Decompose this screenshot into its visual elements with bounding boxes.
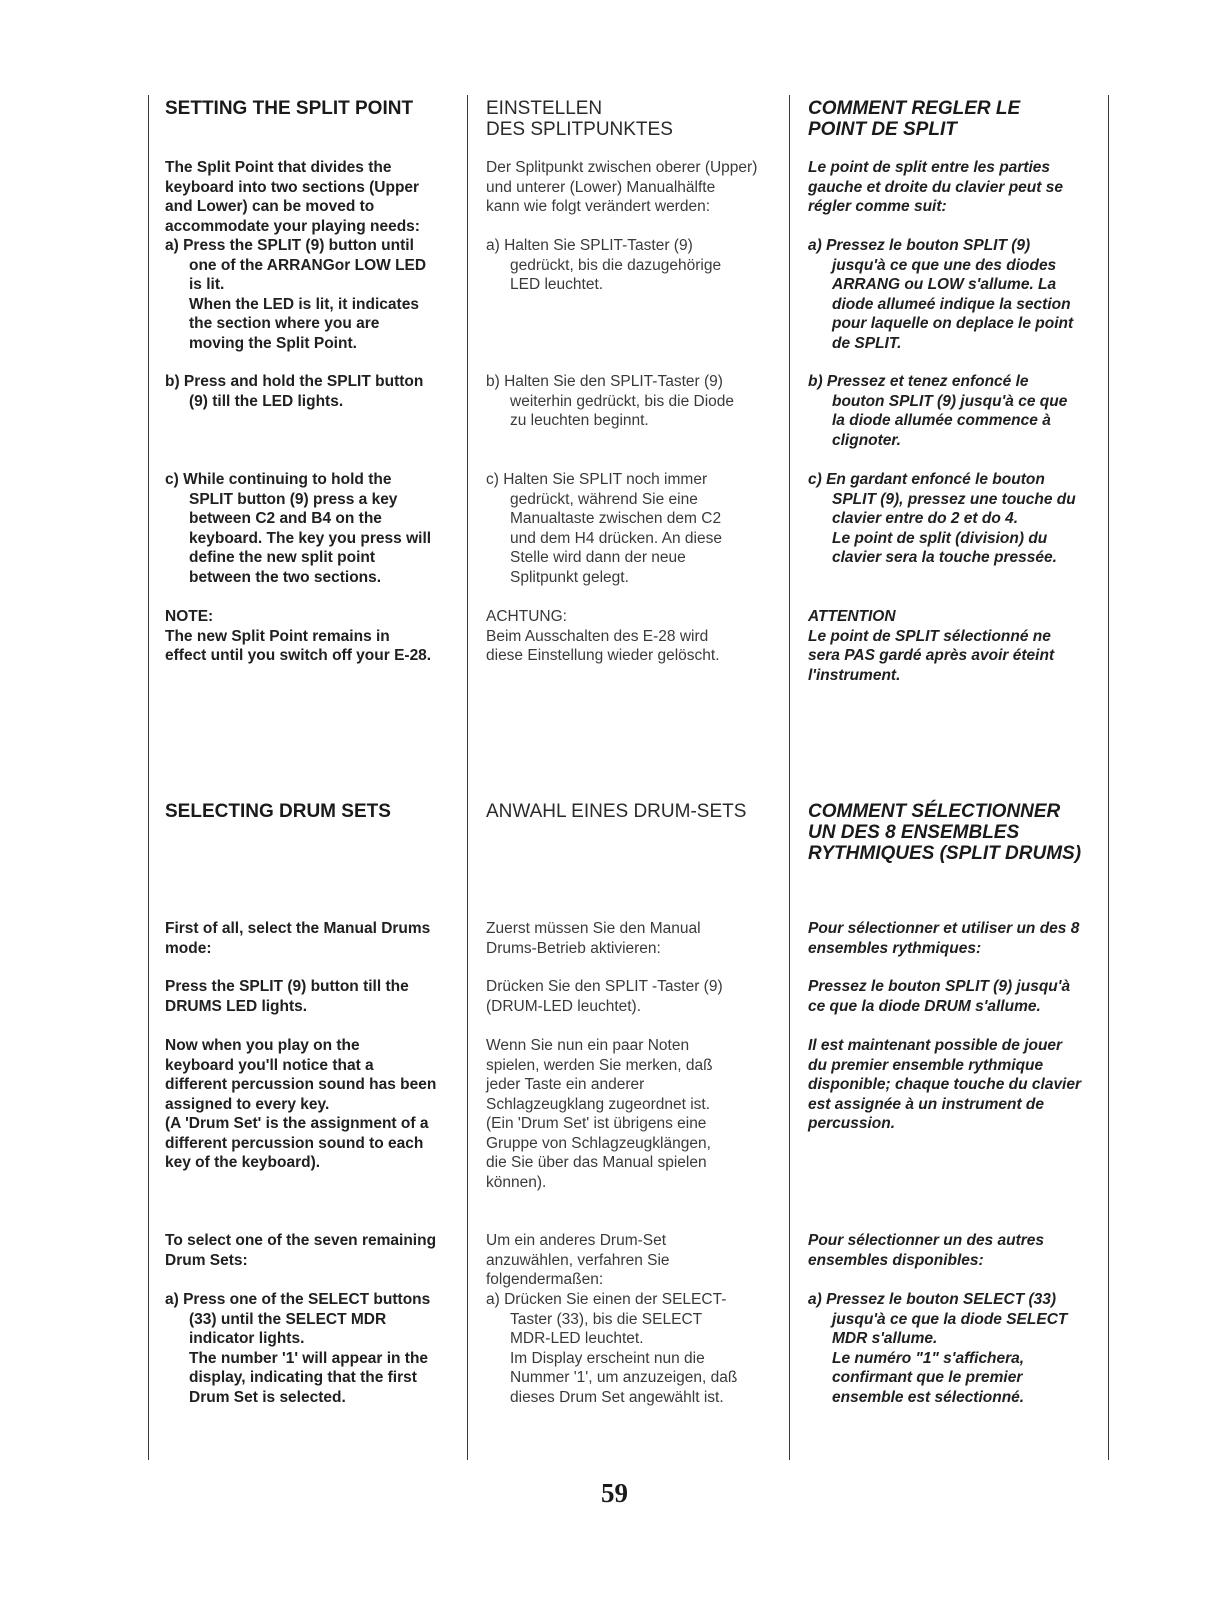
en-drum-heading: SELECTING DRUM SETS: [165, 801, 391, 822]
fr-split-step-b: b) Pressez et tenez enfoncé le bouton SPLIT (9) jusqu'à ce que la diode allumée commence à clignoter.: [808, 373, 1068, 449]
de-split-step-c: c) Halten Sie SPLIT noch immer gedrückt, während Sie eine Manualtaste zwischen dem C2 und dem H4 drücken. An diese Stelle wird dann der neue Splitpunkt gelegt.: [486, 471, 722, 586]
de-drum-p3: Wenn Sie nun ein paar Noten spielen, werden Sie merken, daß jeder Taste ein anderer Schlagzeugklang zugeordnet ist. (Ein 'Drum Set' ist übrigens eine Gruppe von Schlagzeugklängen, die Sie über das Manual spielen können).: [486, 1037, 713, 1191]
column-rule-mid-right: [789, 95, 790, 1460]
de-split-step-a: a) Halten Sie SPLIT-Taster (9) gedrückt, bis die dazugehörige LED leuchtet.: [486, 237, 722, 293]
en-drum-p3: Now when you play on the keyboard you'll notice that a different percussion sound has been assigned to every key. (A 'Drum Set' is the assignment of a different percussion sound to each key of the keyboard).: [165, 1037, 437, 1171]
de-drum-p2: Drücken Sie den SPLIT -Taster (9) (DRUM-LED leuchtet).: [486, 978, 723, 1015]
de-split-heading: EINSTELLEN DES SPLITPUNKTES: [486, 98, 673, 140]
de-note: ACHTUNG: Beim Ausschalten des E-28 wird diese Einstellung wieder gelöscht.: [486, 608, 720, 664]
column-rule-mid-left: [467, 95, 468, 1460]
de-drum-step-a: a) Drücken Sie einen der SELECT- Taster (33), bis die SELECT MDR-LED leuchtet. Im Display erscheint nun die Nummer '1', um anzuzeigen, daß dieses Drum Set angewählt ist.: [486, 1291, 738, 1406]
en-drum-p2: Press the SPLIT (9) button till the DRUMS LED lights.: [165, 978, 409, 1015]
en-split-step-a: a) Press the SPLIT (9) button until one of the ARRANGor LOW LED is lit. When the LED is lit, it indicates the section where you are moving the Split Point.: [165, 237, 427, 352]
fr-drum-heading: COMMENT SÉLECTIONNER UN DES 8 ENSEMBLES RYTHMIQUES (SPLIT DRUMS): [808, 801, 1082, 864]
fr-drum-step-a: a) Pressez le bouton SELECT (33) jusqu'à ce que la diode SELECT MDR s'allume. Le numéro "1" s'affichera, confirmant que le premier ensemble est sélectionné.: [808, 1291, 1068, 1406]
page-number: 59: [601, 1478, 628, 1508]
en-split-step-c: c) While continuing to hold the SPLIT button (9) press a key between C2 and B4 on the keyboard. The key you press will define the new split point between the two sections.: [165, 471, 432, 586]
en-drum-p1: First of all, select the Manual Drums mode:: [165, 920, 431, 957]
fr-split-step-c: c) En gardant enfoncé le bouton SPLIT (9), pressez une touche du clavier entre do 2 et do 4. Le point de split (division) du clavier sera la touche pressée.: [808, 471, 1076, 566]
column-rule-left: [148, 95, 149, 1460]
de-drum-p4: Um ein anderes Drum-Set anzuwählen, verfahren Sie folgendermaßen:: [486, 1232, 670, 1288]
en-note: NOTE: The new Split Point remains in effect until you switch off your E-28.: [165, 608, 432, 664]
en-split-heading: SETTING THE SPLIT POINT: [165, 98, 414, 119]
de-drum-heading: ANWAHL EINES DRUM-SETS: [486, 801, 747, 822]
fr-drum-p1: Pour sélectionner et utiliser un des 8 ensembles rythmiques:: [808, 920, 1080, 957]
fr-split-step-a: a) Pressez le bouton SPLIT (9) jusqu'à ce que une des diodes ARRANG ou LOW s'allume. La diode allumeé indique la section pour laquelle on deplace le point de SPLIT.: [808, 237, 1074, 352]
de-split-intro: Der Splitpunkt zwischen oberer (Upper) und unterer (Lower) Manualhälfte kann wie folgt verändert werden:: [486, 159, 758, 215]
fr-drum-p3: Il est maintenant possible de jouer du premier ensemble rythmique disponible; chaque touche du clavier est assignée à un instrument de percussion.: [808, 1037, 1082, 1132]
column-rule-right: [1108, 95, 1109, 1460]
fr-note: ATTENTION Le point de SPLIT sélectionné ne sera PAS gardé après avoir éteint l'instrument.: [808, 608, 1055, 684]
fr-split-heading: COMMENT REGLER LE POINT DE SPLIT: [808, 98, 1021, 140]
de-split-step-b: b) Halten Sie den SPLIT-Taster (9) weiterhin gedrückt, bis die Diode zu leuchten beginnt.: [486, 373, 735, 429]
en-split-step-b: b) Press and hold the SPLIT button (9) till the LED lights.: [165, 373, 424, 410]
en-split-intro: The Split Point that divides the keyboard into two sections (Upper and Lower) can be moved to accommodate your playing needs:: [165, 159, 420, 235]
fr-drum-p2: Pressez le bouton SPLIT (9) jusqu'à ce que la diode DRUM s'allume.: [808, 978, 1071, 1015]
fr-drum-p4: Pour sélectionner un des autres ensembles disponibles:: [808, 1232, 1045, 1269]
fr-split-intro: Le point de split entre les parties gauche et droite du clavier peut se régler comme suit:: [808, 159, 1063, 215]
en-drum-step-a: a) Press one of the SELECT buttons (33) until the SELECT MDR indicator lights. The number '1' will appear in the display, indicating that the first Drum Set is selected.: [165, 1291, 431, 1406]
en-drum-p4: To select one of the seven remaining Drum Sets:: [165, 1232, 437, 1269]
de-drum-p1: Zuerst müssen Sie den Manual Drums-Betrieb aktivieren:: [486, 920, 701, 957]
